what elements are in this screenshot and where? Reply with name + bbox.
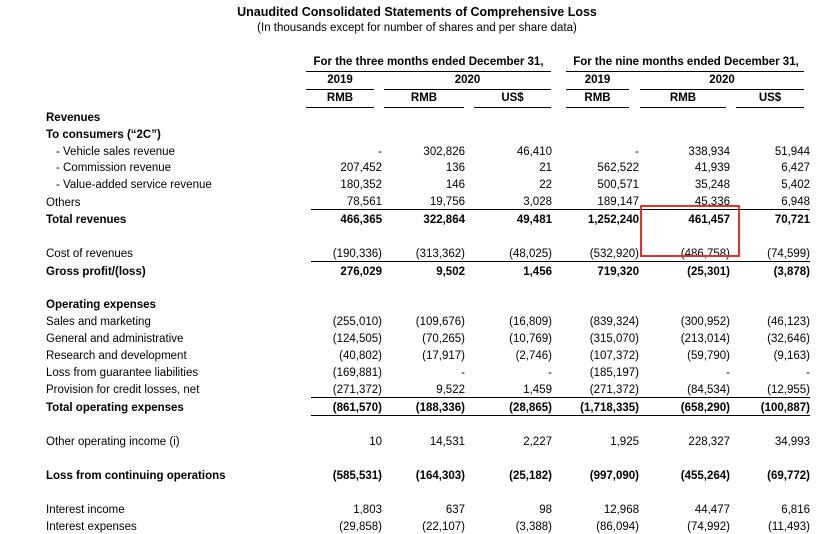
currency-usd-2: US$ [758, 92, 782, 104]
year-underline [640, 89, 804, 90]
table-row: Sales and marketing (255,010) (109,676) (16,809) (839,324) (300,952) (46,123) [46, 316, 810, 329]
row-gross-profit: Gross profit/(loss) 276,029 9,502 1,456 719,320 (25,301) (3,878) [46, 265, 810, 278]
row-cost-of-revenues: Cost of revenues (190,336) (313,362) (48,025) (532,920) (486,758) (74,599) [46, 244, 810, 261]
spacer-row [46, 279, 810, 296]
row-total-operating-expenses: Total operating expenses (861,570) (188,336) (28,865) (1,718,335) (658,290) (100,887) [46, 397, 810, 415]
spacer-row [46, 415, 810, 433]
row-to-consumers: To consumers (“2C”) [46, 128, 161, 141]
year-underline [566, 89, 629, 90]
statement-subtitle: (In thousands except for number of shares and per share data) [257, 22, 577, 34]
spacer-row [46, 483, 810, 500]
table-row: Others 78,561 19,756 3,028 189,147 45,336 6,948 [46, 192, 810, 209]
period-nine-underline [566, 71, 804, 72]
currency-rmb-4: RMB [669, 92, 697, 104]
spacer-row [46, 449, 810, 466]
table-row: - Commission revenue 207,452 136 21 562,522 41,939 6,427 [56, 162, 810, 175]
period-three-underline [306, 71, 551, 72]
period-nine-months: For the nine months ended December 31, [573, 56, 799, 68]
row-operating-expenses-heading: Operating expenses [46, 299, 156, 312]
statement-title: Unaudited Consolidated Statements of Comprehensive Loss [237, 5, 597, 19]
currency-rmb-2: RMB [410, 92, 438, 104]
table-row: - Value-added service revenue 180,352 146 22 500,571 35,248 5,402 [56, 179, 810, 192]
row-interest-income: Interest income 1,803 637 98 12,968 44,477 6,816 [46, 504, 810, 517]
statement-table [46, 108, 810, 534]
year-2020-three: 2020 [454, 74, 481, 86]
table-row: Research and development (40,802) (17,917) (2,746) (107,372) (59,790) (9,163) [46, 349, 810, 362]
currency-rmb-3: RMB [584, 92, 611, 104]
table-row: General and administrative (124,505) (70,265) (10,769) (315,070) (213,014) (32,646) [46, 333, 810, 346]
highlight-box [640, 205, 740, 257]
currency-rmb-1: RMB [326, 92, 354, 104]
row-total-revenues: Total revenues 466,365 322,864 49,481 1,252,240 461,457 70,721 [46, 213, 810, 226]
year-2020-nine: 2020 [709, 74, 735, 86]
year-underline [306, 89, 374, 90]
table-row: - Vehicle sales revenue - 302,826 46,410 - 338,934 51,944 [56, 145, 810, 158]
year-underline [384, 89, 551, 90]
row-interest-expenses: Interest expenses (29,858) (22,107) (3,388) (86,094) (74,992) (11,493) [46, 520, 810, 533]
row-loss-continuing-operations: Loss from continuing operations (585,531) (164,303) (25,182) (997,090) (455,264) (69,772) [46, 470, 810, 483]
year-2019-nine: 2019 [584, 74, 611, 86]
table-row: Loss from guarantee liabilities (169,881) - - (185,197) - - [46, 366, 810, 379]
table-row: Provision for credit losses, net (271,372) 9,522 1,459 (271,372) (84,534) (12,955) [46, 380, 810, 397]
row-other-operating-income: Other operating income (i) 10 14,531 2,227 1,925 228,327 34,993 [46, 436, 810, 449]
year-2019-three: 2019 [327, 74, 353, 86]
period-three-months: For the three months ended December 31, [313, 56, 544, 68]
currency-usd-1: US$ [501, 92, 524, 104]
row-revenues: Revenues [46, 111, 101, 124]
